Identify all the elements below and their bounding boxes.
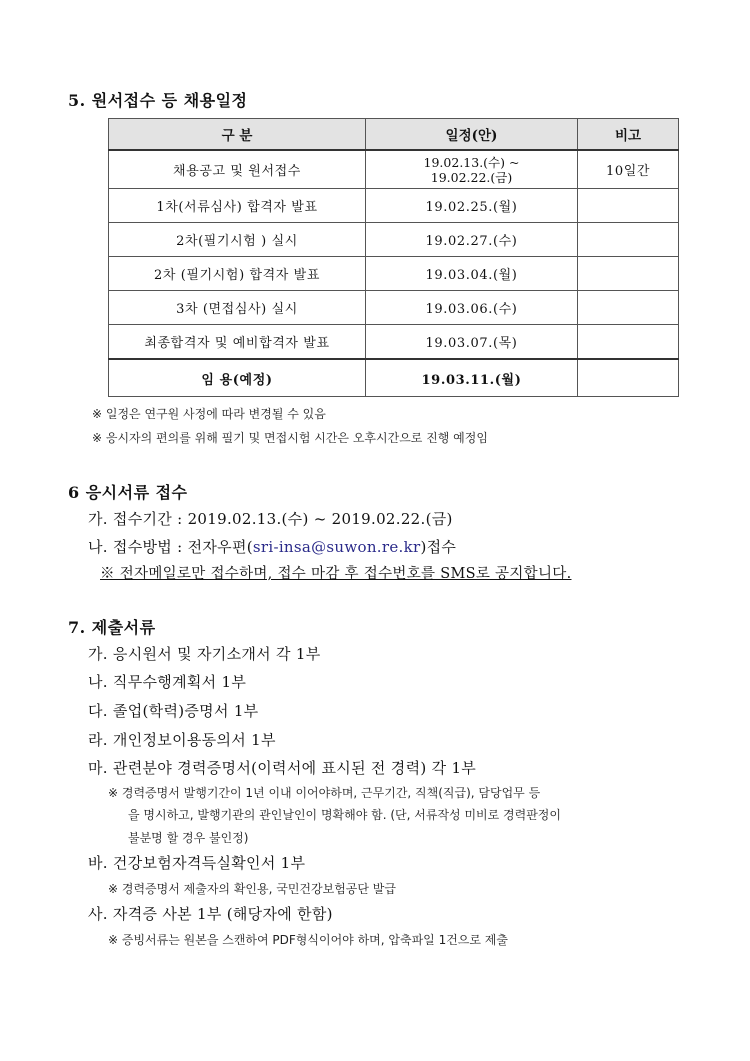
row-category: 최종합격자 및 예비합격자 발표 (109, 325, 366, 360)
doc-item-career-certificate: 마. 관련분야 경력증명서(이력서에 표시된 전 경력) 각 1부 (88, 759, 477, 777)
submission-period: 가. 접수기간 : 2019.02.13.(수) ~ 2019.02.22.(금) (88, 510, 453, 528)
row-date (366, 150, 578, 189)
schedule-note-2: ※ 응시자의 편의를 위해 필기 및 면접시험 시간은 오후시간으로 진행 예정임 (92, 431, 488, 445)
header-category: 구 분 (109, 119, 366, 151)
row-category: 임 용(예정) (109, 359, 366, 397)
insurance-note: ※ 경력증명서 제출자의 확인용, 국민건강보험공단 발급 (108, 882, 396, 896)
table-row (109, 291, 679, 325)
section7-heading: 7. 제출서류 (68, 618, 156, 637)
table-row (109, 223, 679, 257)
row-remarks (578, 291, 679, 325)
row-date: 19.03.11.(월) (366, 359, 578, 397)
submission-method (88, 536, 456, 557)
section6-heading: 6 응시서류 접수 (68, 483, 188, 502)
row-date-end: 19.02.22.(금) (430, 169, 513, 185)
row-remarks (578, 325, 679, 360)
row-category: 3차 (면접심사) 실시 (109, 291, 366, 325)
doc-item-license-copy: 사. 자격증 사본 1부 (해당자에 한함) (88, 905, 333, 923)
header-schedule: 일정(안) (366, 119, 578, 151)
doc-item-health-insurance: 바. 건강보험자격득실확인서 1부 (88, 854, 306, 872)
doc-item-job-plan: 나. 직무수행계획서 1부 (88, 673, 247, 691)
table-header-row (109, 119, 679, 151)
doc-item-privacy-consent: 라. 개인정보이용동의서 1부 (88, 731, 276, 749)
row-date: 19.02.25.(월) (366, 189, 578, 223)
schedule-note-1: ※ 일정은 연구원 사정에 따라 변경될 수 있음 (92, 407, 326, 421)
email-only-notice: ※ 전자메일로만 접수하며, 접수 마감 후 접수번호를 SMS로 공지합니다. (100, 566, 572, 582)
table-row-appointment (109, 359, 679, 397)
submission-method-prefix: 나. 접수방법 : 전자우편( (88, 538, 253, 556)
section5-heading: 5. 원서접수 등 채용일정 (68, 91, 248, 110)
table-row (109, 257, 679, 291)
row-date-start: 19.02.13.(수) ~ (423, 154, 520, 170)
schedule-table (108, 118, 679, 397)
email-address-link[interactable]: sri-insa@suwon.re.kr (252, 538, 421, 556)
table-row (109, 325, 679, 360)
header-remarks: 비고 (578, 119, 679, 151)
doc-item-application: 가. 응시원서 및 자기소개서 각 1부 (88, 645, 321, 663)
row-remarks (578, 189, 679, 223)
table-row (109, 189, 679, 223)
career-note-line-2: 을 명시하고, 발행기관의 관인날인이 명확해야 함. (단, 서류작성 미비로 경력판정이 (128, 808, 561, 822)
row-category: 2차 (필기시험) 합격자 발표 (109, 257, 366, 291)
row-remarks (578, 359, 679, 397)
career-note-line-3: 불분명 할 경우 불인정) (128, 831, 249, 845)
files-note: ※ 증빙서류는 원본을 스캔하여 PDF형식이어야 하며, 압축파일 1건으로 제출 (108, 933, 508, 947)
career-note-line-1: ※ 경력증명서 발행기간이 1년 이내 이어야하며, 근무기간, 직책(직급), 담당업무 등 (108, 786, 541, 800)
row-category: 1차(서류심사) 합격자 발표 (109, 189, 366, 223)
row-category: 채용공고 및 원서접수 (109, 150, 366, 189)
row-date: 19.03.07.(목) (366, 325, 578, 360)
row-remarks (578, 257, 679, 291)
submission-method-suffix: )접수 (420, 538, 457, 556)
row-category: 2차(필기시험 ) 실시 (109, 223, 366, 257)
doc-item-graduation: 다. 졸업(학력)증명서 1부 (88, 702, 259, 720)
table-row (109, 150, 679, 189)
row-remarks (578, 223, 679, 257)
row-date: 19.03.06.(수) (366, 291, 578, 325)
row-date: 19.03.04.(월) (366, 257, 578, 291)
row-remarks: 10일간 (578, 150, 679, 189)
row-date: 19.02.27.(수) (366, 223, 578, 257)
